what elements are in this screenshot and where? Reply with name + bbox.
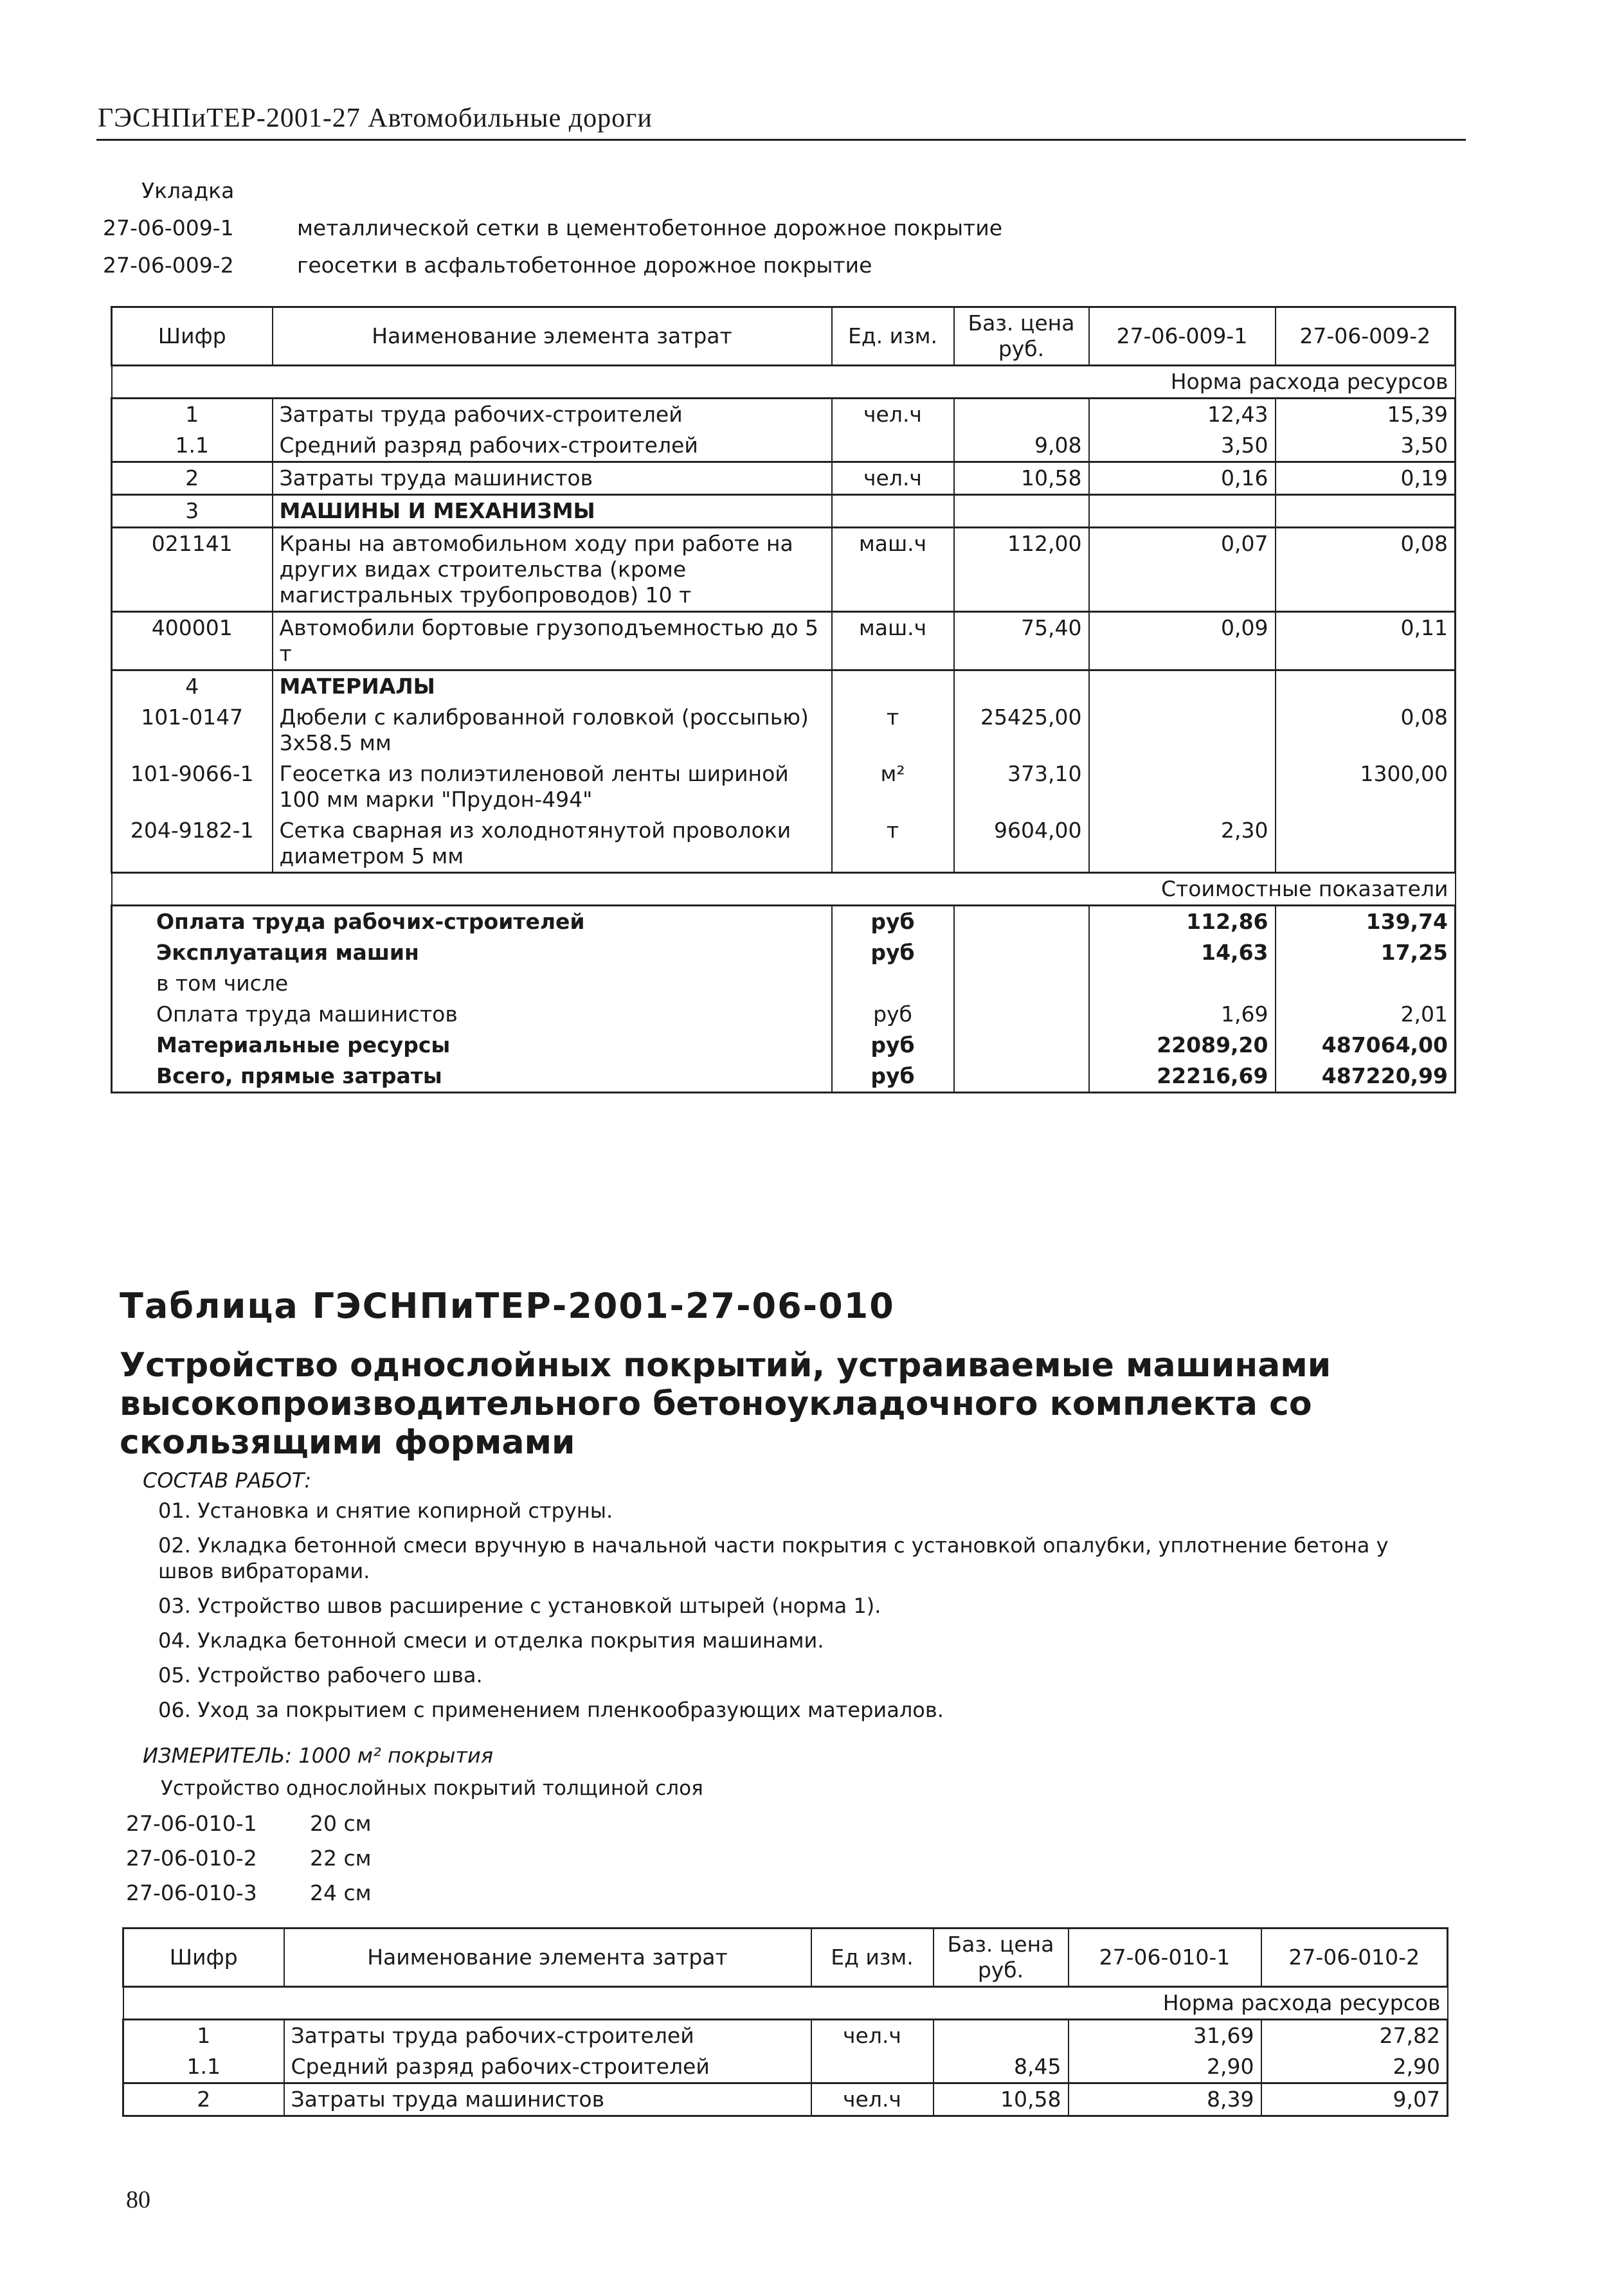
row-unit: чел.ч — [832, 399, 954, 431]
row-name: Средний разряд рабочих-строителей — [273, 430, 832, 462]
header-unit: Ед изм. — [811, 1929, 934, 1987]
cost-value-2: 17,25 — [1276, 937, 1456, 968]
cost-unit: руб — [832, 999, 954, 1030]
work-item: 05. Устройство рабочего шва. — [158, 1663, 483, 1687]
page-number: 80 — [126, 2186, 150, 2213]
table-row — [123, 2083, 1448, 2116]
table-row — [112, 702, 1456, 759]
header-col1: 27-06-010-1 — [1069, 1929, 1261, 1987]
cost-caption: Стоимостные показатели — [112, 873, 1456, 906]
table-row — [112, 430, 1456, 462]
table-row — [112, 815, 1456, 873]
cost-unit — [832, 968, 954, 999]
row-name: Затраты труда рабочих-строителей — [273, 399, 832, 431]
table-row — [112, 528, 1456, 612]
running-header: ГЭСНПиТЕР-2001-27 Автомобильные дороги — [98, 103, 653, 133]
row-price — [954, 670, 1089, 703]
row-code: 1.1 — [123, 2051, 284, 2083]
variant-value: 22 см — [310, 1846, 372, 1871]
cost-value-2: 487064,00 — [1276, 1030, 1456, 1061]
cost-value-1 — [1089, 968, 1276, 999]
row-value-2: 0,08 — [1276, 528, 1456, 612]
cost-unit: руб — [832, 1061, 954, 1093]
header-code: Шифр — [112, 307, 273, 366]
cost-value-2: 139,74 — [1276, 906, 1456, 938]
work-item: 02. Укладка бетонной смеси вручную в начальной части покрытия с установкой опалубки, уплотнение бетона у швов вибраторами. — [158, 1533, 1389, 1583]
cost-row — [112, 1030, 1456, 1061]
header-col2: 27-06-009-2 — [1276, 307, 1456, 366]
row-price: 112,00 — [954, 528, 1089, 612]
intro-text: геосетки в асфальтобетонное дорожное покрытие — [297, 253, 872, 278]
row-value-1: 8,39 — [1069, 2083, 1261, 2116]
row-value-2: 3,50 — [1276, 430, 1456, 462]
variant-value: 20 см — [310, 1811, 372, 1836]
row-code: 3 — [112, 495, 273, 528]
row-price: 9,08 — [954, 430, 1089, 462]
table-row — [112, 399, 1456, 431]
cost-spacer — [954, 937, 1089, 968]
cost-value-2: 487220,99 — [1276, 1061, 1456, 1093]
work-item: 01. Установка и снятие копирной струны. — [158, 1498, 613, 1523]
cost-row — [112, 937, 1456, 968]
variant-code: 27-06-010-3 — [126, 1880, 257, 1905]
row-value-2 — [1276, 495, 1456, 528]
cost-value-2 — [1276, 968, 1456, 999]
row-value-2: 0,19 — [1276, 462, 1456, 495]
row-value-1: 12,43 — [1089, 399, 1276, 431]
intro-text: металлической сетки в цементобетонное дорожное покрытие — [297, 215, 1003, 240]
row-name: Геосетка из полиэтиленовой ленты шириной 100 мм марки "Прудон-494" — [273, 759, 832, 815]
row-price: 75,40 — [954, 612, 1089, 670]
intro-code: 27-06-009-1 — [103, 215, 234, 240]
table-row — [112, 612, 1456, 670]
row-code: 2 — [123, 2083, 284, 2116]
variant-code: 27-06-010-2 — [126, 1846, 257, 1871]
header-col2: 27-06-010-2 — [1261, 1929, 1448, 1987]
cost-label: Эксплуатация машин — [112, 937, 832, 968]
cost-value-2: 2,01 — [1276, 999, 1456, 1030]
row-value-2: 1300,00 — [1276, 759, 1456, 815]
table-row — [123, 2051, 1448, 2083]
row-value-1 — [1089, 670, 1276, 703]
cost-spacer — [954, 1030, 1089, 1061]
row-value-2: 0,11 — [1276, 612, 1456, 670]
row-name: Средний разряд рабочих-строителей — [284, 2051, 811, 2083]
header-col1: 27-06-009-1 — [1089, 307, 1276, 366]
row-unit — [832, 670, 954, 703]
row-value-2 — [1276, 815, 1456, 873]
cost-unit: руб — [832, 937, 954, 968]
cost-label: в том числе — [112, 968, 832, 999]
row-name: Затраты труда машинистов — [273, 462, 832, 495]
cost-value-1: 14,63 — [1089, 937, 1276, 968]
row-value-2: 2,90 — [1261, 2051, 1448, 2083]
cost-value-1: 112,86 — [1089, 906, 1276, 938]
measure-desc: Устройство однослойных покрытий толщиной слоя — [161, 1777, 703, 1800]
cost-unit: руб — [832, 906, 954, 938]
row-code: 1 — [123, 2020, 284, 2052]
cost-spacer — [954, 1061, 1089, 1093]
row-code: 021141 — [112, 528, 273, 612]
works-list — [158, 1498, 1431, 1732]
row-unit — [832, 495, 954, 528]
row-unit — [811, 2051, 934, 2083]
cost-row — [112, 968, 1456, 999]
row-value-2: 15,39 — [1276, 399, 1456, 431]
variant-value: 24 см — [310, 1880, 372, 1905]
row-name: Затраты труда машинистов — [284, 2083, 811, 2116]
row-code: 1 — [112, 399, 273, 431]
cost-spacer — [954, 906, 1089, 938]
row-value-2: 0,08 — [1276, 702, 1456, 759]
cost-value-1: 22089,20 — [1089, 1030, 1276, 1061]
intro-block — [103, 172, 1002, 284]
cost-label: Оплата труда машинистов — [112, 999, 832, 1030]
cost-value-1: 22216,69 — [1089, 1061, 1276, 1093]
row-price: 10,58 — [954, 462, 1089, 495]
norm-caption: Норма расхода ресурсов — [112, 366, 1456, 399]
row-value-1: 2,30 — [1089, 815, 1276, 873]
header-price: Баз. цена руб. — [954, 307, 1089, 366]
work-item: 04. Укладка бетонной смеси и отделка покрытия машинами. — [158, 1628, 824, 1653]
row-unit: т — [832, 815, 954, 873]
row-value-1: 31,69 — [1069, 2020, 1261, 2052]
row-unit — [832, 430, 954, 462]
row-unit: м² — [832, 759, 954, 815]
row-name: Дюбели с калиброванной головкой (россыпью) 3x58.5 мм — [273, 702, 832, 759]
row-value-2 — [1276, 670, 1456, 703]
header-price: Баз. цена руб. — [934, 1929, 1069, 1987]
row-name: МАШИНЫ И МЕХАНИЗМЫ — [273, 495, 832, 528]
work-item: 06. Уход за покрытием с применением пленкообразующих материалов. — [158, 1698, 944, 1722]
row-value-1: 0,07 — [1089, 528, 1276, 612]
row-value-1 — [1089, 759, 1276, 815]
resource-table-1 — [111, 306, 1456, 1093]
row-price: 373,10 — [954, 759, 1089, 815]
row-code: 101-9066-1 — [112, 759, 273, 815]
variant-code: 27-06-010-1 — [126, 1811, 257, 1836]
row-unit: чел.ч — [832, 462, 954, 495]
norm-caption: Норма расхода ресурсов — [123, 1987, 1448, 2020]
row-price — [954, 495, 1089, 528]
cost-spacer — [954, 968, 1089, 999]
row-unit: т — [832, 702, 954, 759]
row-value-2: 27,82 — [1261, 2020, 1448, 2052]
row-price: 25425,00 — [954, 702, 1089, 759]
row-value-1: 0,16 — [1089, 462, 1276, 495]
row-name: Сетка сварная из холоднотянутой проволоки диаметром 5 мм — [273, 815, 832, 873]
intro-code: 27-06-009-2 — [103, 253, 234, 278]
intro-lead: Укладка — [141, 178, 235, 203]
row-value-1: 2,90 — [1069, 2051, 1261, 2083]
cost-label: Оплата труда рабочих-строителей — [112, 906, 832, 938]
table-row — [112, 759, 1456, 815]
row-price — [934, 2020, 1069, 2052]
row-value-1 — [1089, 495, 1276, 528]
row-unit: маш.ч — [832, 528, 954, 612]
works-label: СОСТАВ РАБОТ: — [143, 1468, 312, 1493]
row-code: 1.1 — [112, 430, 273, 462]
header-unit: Ед. изм. — [832, 307, 954, 366]
cost-value-1: 1,69 — [1089, 999, 1276, 1030]
table-row — [112, 462, 1456, 495]
table-title: Таблица ГЭСНПиТЕР-2001-27-06-010 — [120, 1286, 895, 1326]
variants-list — [126, 1806, 372, 1911]
row-value-1: 0,09 — [1089, 612, 1276, 670]
row-price — [954, 399, 1089, 431]
header-code: Шифр — [123, 1929, 284, 1987]
table-row — [112, 670, 1456, 703]
row-name: Затраты труда рабочих-строителей — [284, 2020, 811, 2052]
row-name: Краны на автомобильном ходу при работе на других видах строительства (кроме магистральных трубопроводов) 10 т — [273, 528, 832, 612]
row-code: 204-9182-1 — [112, 815, 273, 873]
resource-table-2 — [122, 1927, 1448, 2117]
cost-spacer — [954, 999, 1089, 1030]
cost-label: Материальные ресурсы — [112, 1030, 832, 1061]
row-code: 4 — [112, 670, 273, 703]
row-unit: маш.ч — [832, 612, 954, 670]
row-unit: чел.ч — [811, 2020, 934, 2052]
cost-row — [112, 906, 1456, 938]
header-rule — [96, 139, 1466, 141]
cost-row — [112, 999, 1456, 1030]
table-row — [112, 495, 1456, 528]
row-unit: чел.ч — [811, 2083, 934, 2116]
row-value-1 — [1089, 702, 1276, 759]
row-price: 9604,00 — [954, 815, 1089, 873]
row-code: 2 — [112, 462, 273, 495]
table-subtitle: Устройство однослойных покрытий, устраиваемые машинами высокопроизводительного бетоноукладочного комплекта со скользящими формами — [120, 1346, 1331, 1462]
cost-row — [112, 1061, 1456, 1093]
header-name: Наименование элемента затрат — [284, 1929, 811, 1987]
row-name: Автомобили бортовые грузоподъемностью до 5 т — [273, 612, 832, 670]
row-name: МАТЕРИАЛЫ — [273, 670, 832, 703]
row-code: 400001 — [112, 612, 273, 670]
measure-label: ИЗМЕРИТЕЛЬ: 1000 м² покрытия — [143, 1743, 494, 1768]
work-item: 03. Устройство швов расширение с установкой штырей (норма 1). — [158, 1594, 881, 1618]
row-code: 101-0147 — [112, 702, 273, 759]
row-price: 8,45 — [934, 2051, 1069, 2083]
table-row — [123, 2020, 1448, 2052]
cost-unit: руб — [832, 1030, 954, 1061]
row-value-1: 3,50 — [1089, 430, 1276, 462]
row-price: 10,58 — [934, 2083, 1069, 2116]
cost-label: Всего, прямые затраты — [112, 1061, 832, 1093]
header-name: Наименование элемента затрат — [273, 307, 832, 366]
row-value-2: 9,07 — [1261, 2083, 1448, 2116]
